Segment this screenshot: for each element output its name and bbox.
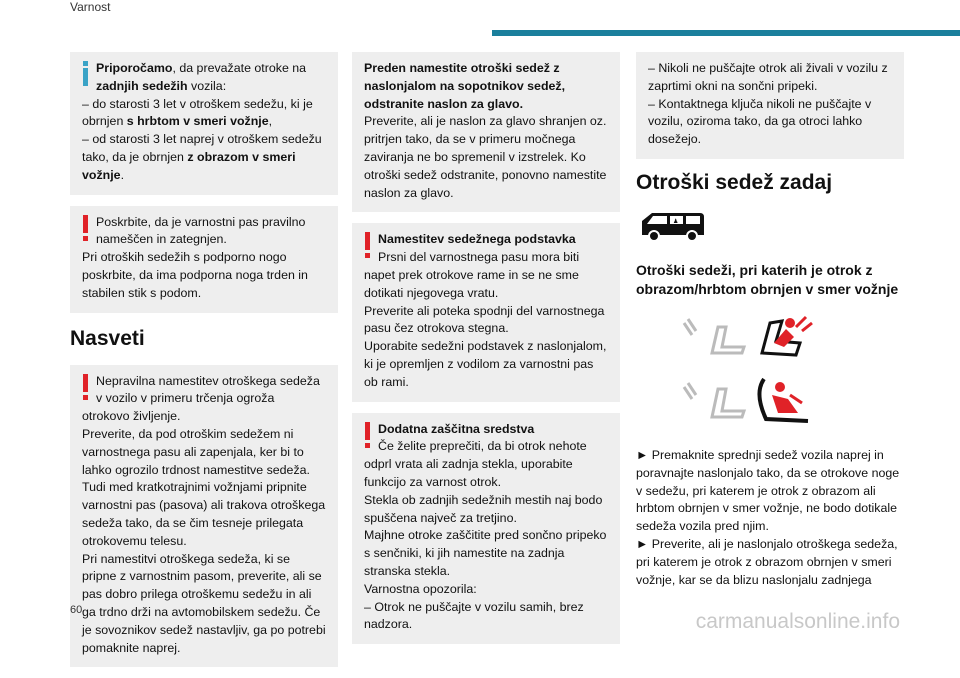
column-left xyxy=(70,52,338,678)
info-box: Priporočamo, da prevažate otroke na zadnjih sedežih vozila: – do starosti 3 let v otroškem sedežu, ki je obrnjen s hrbtom v smeri vožnje, – od starosti 3 let naprej v otroškem sedežu tako, da je obrnjen z obrazom v smeri vožnje. xyxy=(70,52,338,195)
instruction-2: ► Preverite, ali je naslonjalo otroškega sedeža, pri katerem je otrok z obrazom obrnjen v smeri vožnje, kar se da blizu naslonjalu zadnjega xyxy=(636,536,898,587)
watermark: carmanualsonline.info xyxy=(695,610,900,633)
header-accent-bar xyxy=(492,30,960,36)
tips-warning-box: Nepravilna namestitev otroškega sedeža v vozilo v primeru trčenja ogroža otrokovo življenje. Preverite, da pod otroškim sedežem ni varnostnega pasu ali zapenjala, ker bi to lahko ogrozilo trdnost namestitve sedeža. Tudi med kratkotrajnimi vožnjami pripnite varnostni pas (pasova) ali trakova otroškega sedeža tako, da se čim tesneje prilegata otrokovemu telesu. Pri namestitvi otroškega sedeža, ki se pripne z varnostnim pasom, preverite, ali se pas dobro prilega otroškemu sedežu in ali ga trdno drži na avtomobilskem sedežu. Če je sovoznikov sedež nastavljiv, ga po potrebi pomaknite naprej. xyxy=(70,365,338,668)
svg-text:♟: ♟ xyxy=(673,217,679,225)
warning-icon xyxy=(362,422,372,450)
child-seat-forward-facing-icon xyxy=(678,373,818,431)
belt-warning-box: Poskrbite, da je varnostni pas pravilno nameščen in zategnjen. Pri otroških sedežih s podporno nogo poskrbite, da ima podporna noga trden in stabilen stik s podom. xyxy=(70,206,338,313)
safety-reminder-box: – Nikoli ne puščajte otrok ali živali v vozilu z zaprtimi okni na sončni pripeki. – Kontaktnega ključa nikoli ne puščajte v vozilu, oziroma tako, da ga otroci lahko dosežejo. xyxy=(636,52,904,159)
instruction-1: ► Premaknite sprednji sedež vozila naprej in poravnajte naslonjalo tako, da se otrokove noge v sedežu, pri katerem je otrok z obrazom ali hrbtom obrnjen v smer vožnje, ne bodo dotikale sedeža vozila pred njim. xyxy=(636,447,900,534)
info-icon xyxy=(80,61,90,89)
additional-protection-box: Dodatna zaščitna sredstva Če želite preprečiti, da bi otrok nehote odprl vrata ali zadnja stekla, uporabite funkcijo za varnost otrok. Stekla ob zadnjih sedežnih mestih naj bodo spuščena največ za tretjino. Majhne otroke zaščitite pred sončno pripeko s senčniki, ki jih namestite na zadnja stranska stekla. Varnostna opozorila: – Otrok ne puščajte v vozilu samih, brez nadzora. xyxy=(352,413,620,645)
page-number: 60 xyxy=(70,604,83,616)
column-middle xyxy=(352,52,620,655)
column-right xyxy=(636,52,904,589)
warning-icon xyxy=(80,374,90,402)
child-seat-rear-facing-icon xyxy=(678,313,818,367)
warning-icon xyxy=(362,232,372,260)
section-heading: Otroški sedež zadaj xyxy=(636,170,833,194)
van-icon xyxy=(638,209,706,243)
running-header: Varnost xyxy=(70,0,111,14)
warning-icon xyxy=(80,215,90,243)
headrest-box: Preden namestite otroški sedež z naslonjalom na sopotnikov sedež, odstranite naslon za glavo. Preverite, ali je naslon za glavo shranjen oz. pritrjen tako, da se v primeru močnega zaviranja ne bo spremenil v izstrelek. Ko otroški sedež odstranite, ponovno namestite naslon za glavo. xyxy=(352,52,620,212)
subheading: Otroški sedeži, pri katerih je otrok z obrazom/hrbtom obrnjen v smer vožnje xyxy=(636,261,899,297)
booster-warning-box: Namestitev sedežnega podstavka Prsni del varnostnega pasu mora biti napet prek otrokove rame in se ne sme dotikati njegovega vratu. Preverite ali poteka spodnji del varnostnega pasu čez otrokova stegna. Uporabite sedežni podstavek z naslonjalom, ki je opremljen z vodilom za varnostni pas ob rami. xyxy=(352,223,620,401)
section-heading: Nasveti xyxy=(70,326,145,350)
